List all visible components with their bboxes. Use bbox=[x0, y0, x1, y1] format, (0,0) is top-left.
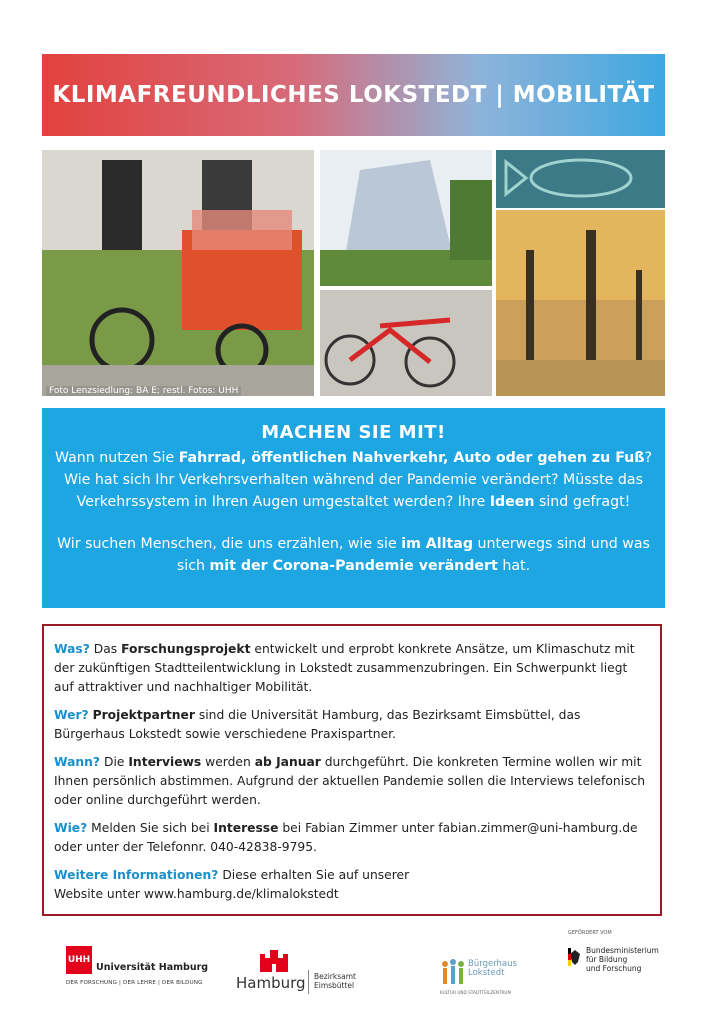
eagle-icon bbox=[568, 948, 582, 966]
call-paragraph-2: Wir suchen Menschen, die uns erzählen, wie sie im Alltag unterwegs sind und was sich mit der Corona-Pandemie verändert hat. bbox=[57, 536, 650, 574]
info-wie: Wie? Melden Sie sich bei Interesse bei Fabian Zimmer unter fabian.zimmer@uni-hamburg.de oder unter der Telefonnr. 040-42838-9795. bbox=[54, 821, 638, 854]
photo-red-bikes bbox=[320, 290, 492, 396]
info-was: Was? Das Forschungsprojekt entwickelt und erprobt konkrete Ansätze, um Klimaschutz mit der zukünftigen Stadtteilentwicklung in Lokstedt zusammenzubringen. Ein Schwerpunkt liegt auf attraktiver und nachhaltiger Mobilität. bbox=[54, 642, 635, 694]
uhh-name: Universität Hamburg bbox=[96, 962, 209, 973]
uhh-logo bbox=[66, 946, 209, 994]
call-heading: MACHEN SIE MIT! bbox=[261, 422, 446, 443]
buergerhaus-subtitle: KULTUR UND STADTTEILZENTRUM bbox=[440, 990, 512, 995]
photo-cargo-bike bbox=[42, 150, 314, 396]
call-to-action-box bbox=[42, 408, 665, 608]
bmbf-name: Bundesministerium für Bildung und Forschung bbox=[586, 946, 659, 973]
buergerhaus-name: Bürgerhaus Lokstedt bbox=[468, 959, 517, 978]
photo-caption: Foto Lenzsiedlung: BA E; restl. Fotos: UHH bbox=[46, 386, 241, 396]
uhh-subtitle: DER FORSCHUNG | DER LEHRE | DER BILDUNG bbox=[66, 980, 203, 986]
info-more: Weitere Informationen? Diese erhalten Sie auf unserer Website unter www.hamburg.de/klimalokstedt bbox=[54, 868, 410, 901]
photo-high-rise bbox=[320, 150, 492, 286]
call-paragraph-1: Wann nutzen Sie Fahrrad, öffentlichen Nahverkehr, Auto oder gehen zu Fuß? Wie hat sich Ihr Verkehrsverhalten während der Pandemie verändert? Müsste das Verkehrssystem in Ihren Augen umgestaltet werden? Ihre Ideen sind gefragt! bbox=[54, 450, 653, 510]
buergerhaus-logo bbox=[440, 956, 530, 1000]
info-box bbox=[42, 624, 662, 916]
info-wer: Wer? Projektpartner sind die Universität Hamburg, das Bezirksamt Eimsbüttel, das Bürgerhaus Lokstedt sowie verschiedene Praxispartner. bbox=[54, 708, 581, 741]
website-text: Website unter www.hamburg.de/klimalokstedt bbox=[54, 887, 339, 901]
uhh-mark: UHH bbox=[66, 946, 92, 974]
castle-icon bbox=[256, 950, 292, 972]
hamburg-subtitle: Bezirksamt Eimsbüttel bbox=[314, 972, 356, 990]
info-wann: Wann? Die Interviews werden ab Januar durchgeführt. Die konkreten Termine wollen wir mit Ihnen persönlich abstimmen. Aufgrund der aktuellen Pandemie sollen die Interviews telefonisch oder online durchgeführt werden. bbox=[54, 755, 646, 807]
hamburg-name: Hamburg bbox=[236, 974, 306, 992]
bmbf-logo bbox=[568, 930, 678, 990]
people-icon bbox=[440, 958, 466, 988]
hamburg-logo bbox=[236, 950, 366, 994]
bmbf-funded-by: GEFÖRDERT VOM bbox=[568, 930, 612, 936]
photo-autumn-trees bbox=[496, 210, 665, 396]
hamburg-divider bbox=[308, 970, 309, 994]
page-title: KLIMAFREUNDLICHES LOKSTEDT | MOBILITÄT bbox=[52, 82, 655, 108]
title-banner bbox=[42, 54, 665, 136]
photo-fish-art bbox=[496, 150, 665, 208]
